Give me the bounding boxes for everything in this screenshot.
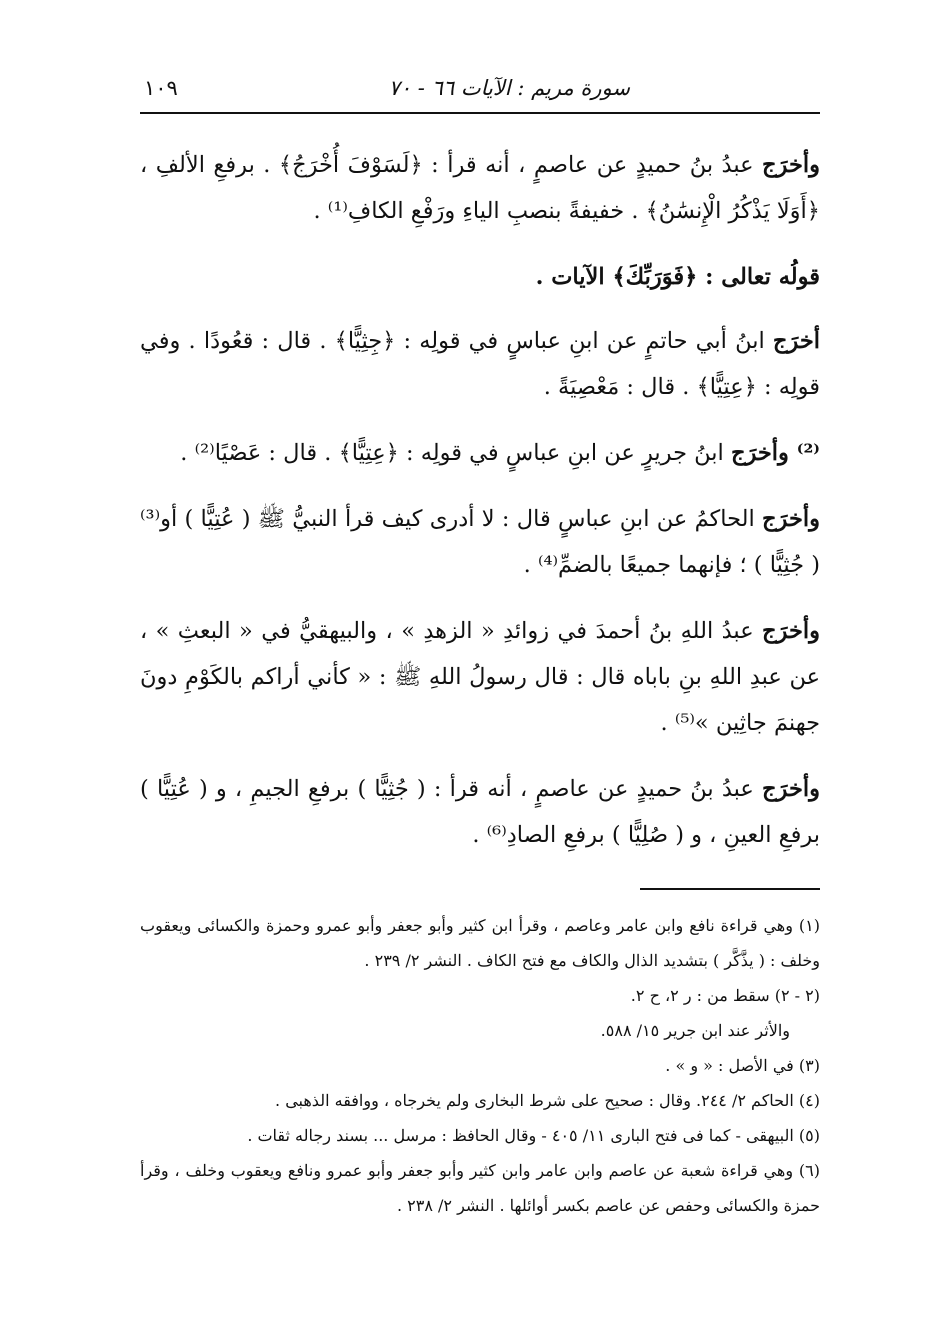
running-title: سورة مريم : الآيات ٦٦ - ٧٠ [388,76,630,100]
paragraph-text: عبدُ اللهِ بنُ أحمدَ في زوائدِ « الزهدِ » ، والبيهقيُّ في « البعثِ » ، عن عبدِ اللهِ بنِ باباه قال : قال رسولُ اللهِ ﷺ : « كأني أراكم بالكَوْمِ دونَ جهنمَ جاثِين »⁽⁵⁾ . [140,618,820,736]
paragraph-4 [140,496,820,588]
paragraph-lead: أخرَج [772,328,820,354]
footnote-6: (٦) وهي قراءة شعبة عن عاصم وابن عامر وابن كثير وأبو جعفر وأبو عمرو ونافع ويعقوب وخلف ، وقرأ حمزة والكسائى وحفص عن عاصم بكسر أوائلها . النشر ٢/ ٢٣٨ . [140,1161,820,1215]
footnote-separator [640,888,820,890]
footnote-1: (١) وهي قراءة نافع وابن عامر وعاصم ، وقرأ ابن كثير وأبو جعفر وأبو عمرو وحمزة والكسائى ويعقوب وخلف : ( يذَّكَّر ) بتشديد الذال والكاف مع فتح الكاف . النشر ٢/ ٢٣٩ . [140,916,821,970]
footnote-2-continuation: والأثر عند ابن جرير ١٥/ ٥٨٨. [600,1021,790,1040]
paragraph-lead: وأخرَج [762,776,820,802]
paragraph-text: ابنُ أبي حاتمٍ عن ابنِ عباسٍ في قولِه : ﴿جِثِيًّا﴾ . قال : قعُودًا . وفي قولِه : ﴿عِتِيًّا﴾ . قال : مَعْصِيَةً . [140,328,820,400]
paragraph-lead: وأخرَج [762,618,820,644]
footnote-3: (٣) في الأصل : « و » . [665,1056,820,1075]
paragraph-text: ابنُ جريرٍ عن ابنِ عباسٍ في قولِه : ﴿عِتِيًّا﴾ . قال : عَصْيًا⁽²⁾ . [180,440,731,466]
paragraph-text: الحاكمُ عن ابنِ عباسٍ قال : لا أدرى كيف قرأ النبيُّ ﷺ ( عُتِيًّا ) أو⁽³⁾ ( جُثِيًّا ) ؛ فإنهما جميعًا بالضمِّ⁽⁴⁾ . [140,506,820,578]
paragraph-2 [140,318,820,410]
page-number: ١٠٩ [144,76,178,100]
paragraph-lead: وأخرَج [762,152,820,178]
paragraph-3 [140,430,820,476]
book-page [140,68,820,1308]
footnote-5: (٥) البيهقى - كما فى فتح البارى ١١/ ٤٠٥ - وقال الحافظ : مرسل ... بسند رجاله ثقات . [247,1126,820,1145]
body-text [140,142,820,858]
paragraph-text: : ﴿فَوَرَبِّكَ﴾ الآيات . [535,264,722,290]
paragraph-text: عبدُ بنُ حميدٍ عن عاصمٍ ، أنه قرأ : ( جُثِيًّا ) برفعِ الجيمِ ، و ( عُتِيًّا ) برفعِ العينِ ، و ( صُلِيًّا ) برفعِ الصادِ⁽⁶⁾ . [140,776,820,848]
paragraph-lead: وأخرَج [762,506,820,532]
paragraph-lead: قولُه تعالى [721,264,820,290]
footnote-2: (٢ - ٢) سقط من : ر ٢، ح ٢. [630,986,820,1005]
paragraph-lead: ⁽²⁾ وأخرَج [730,440,820,466]
verse-heading [140,254,820,300]
paragraph-6 [140,766,820,858]
paragraph-text: عبدُ بنُ حميدٍ عن عاصمٍ ، أنه قرأ : ﴿لَسَوْفَ أُخْرَجُ﴾ . برفعِ الألفِ ، ﴿أَوَلَا يَذْكُرُ الْإِنسَٰنُ﴾ . خفيفةً بنصبِ الياءِ ورَفْعِ الكافِ⁽¹⁾ . [140,152,820,224]
paragraph-1 [140,142,820,234]
paragraph-5 [140,608,820,746]
footnotes [140,908,820,1223]
footnote-4: (٤) الحاكم ٢/ ٢٤٤. وقال : صحيح على شرط البخارى ولم يخرجاه ، ووافقه الذهبى . [275,1091,820,1110]
page-header [140,68,820,114]
